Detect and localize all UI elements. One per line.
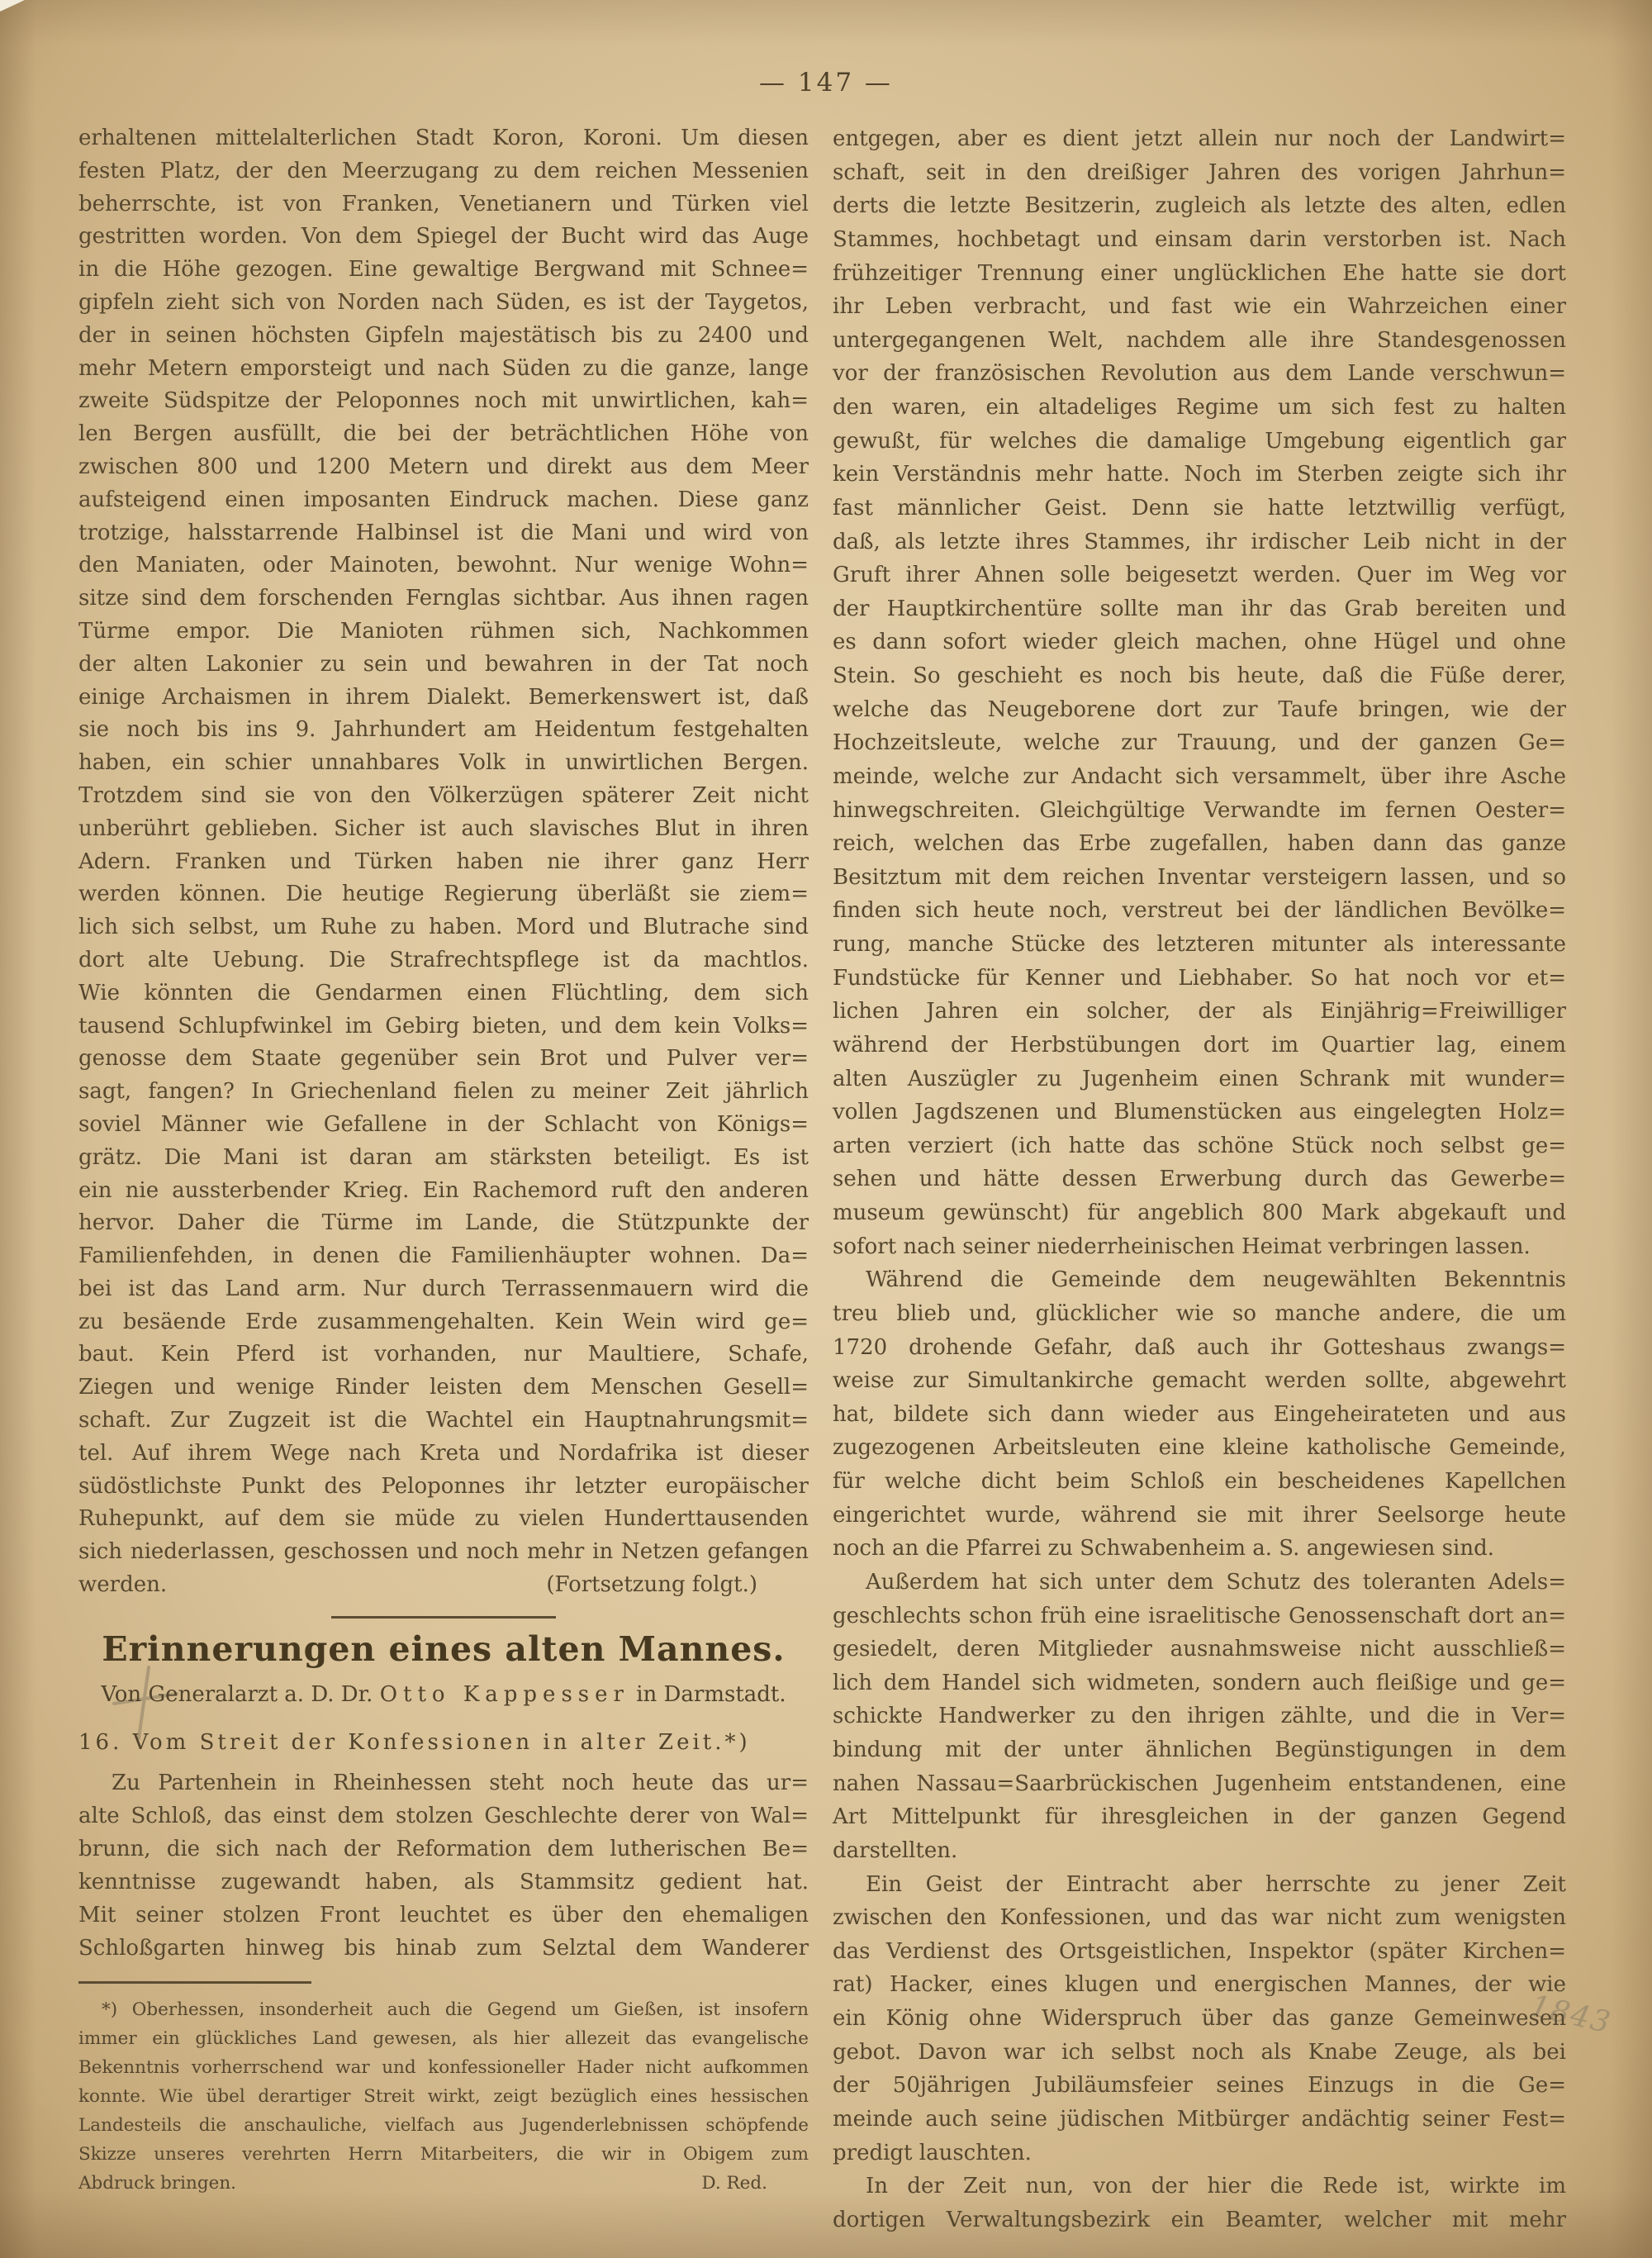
text-line: brunn, die sich nach der Reformation dem lutherischen Be= [78, 1836, 809, 1861]
text-line: rung, manche Stücke des letzteren mitunter als interessante [833, 932, 1566, 957]
text-line: gipfeln zieht sich von Norden nach Süden, es ist der Taygetos, [78, 289, 809, 315]
text-line: dort alte Uebung. Die Strafrechtspflege ist da machtlos. [78, 947, 809, 972]
text-line: Bekenntnis vorherrschend war und konfessioneller Hader nicht aufkommen [78, 2056, 809, 2078]
text-line: vollen Jagdszenen und Blumenstücken aus eingelegten Holz= [833, 1100, 1566, 1125]
text-line: bindung mit der unter ähnlichen Begünstigungen in dem [833, 1737, 1566, 1762]
text-line: darstellten. [833, 1837, 958, 1863]
text-line: *) Oberhessen, insonderheit auch die Gegend um Gießen, ist insofern [102, 1999, 809, 2020]
right-column [833, 122, 1566, 2237]
text-line: dortigen Verwaltungsbezirk ein Beamter, welcher mit mehr [833, 2207, 1566, 2232]
text-line: Besitztum mit dem reichen Inventar versteigern lassen, und so [833, 864, 1566, 890]
text-line: hinwegschreiten. Gleichgültige Verwandte im fernen Oester= [833, 797, 1566, 823]
text-line: in die Höhe gezogen. Eine gewaltige Bergwand mit Schnee= [78, 257, 809, 283]
text-line: der in seinen höchsten Gipfeln majestätisch bis zu 2400 und [78, 322, 809, 348]
byline-suffix: in Darmstadt. [629, 1681, 786, 1707]
author-name: Otto Kappesser [379, 1681, 629, 1707]
text-line: Mit seiner stolzen Front leuchtet es über den ehemaligen [78, 1902, 809, 1928]
text-line: daß, als letzte ihres Stammes, ihr irdischer Leib nicht in der [833, 529, 1566, 554]
text-line: museum gewünscht) für angeblich 800 Mark abgekauft und [833, 1200, 1566, 1225]
scan-corner-artifact [0, 0, 25, 12]
text-line: lichen Jahren ein solcher, der als Einjährig=Freiwilliger [833, 999, 1566, 1024]
text-line: sagt, fangen? In Griechenland fielen zu meiner Zeit jährlich [78, 1079, 809, 1105]
footnote [78, 1995, 809, 2198]
section-divider-rule [331, 1616, 556, 1619]
text-line: untergegangenen Welt, nachdem alle ihre Standesgenossen [833, 327, 1566, 353]
text-line: zu besäende Erde zusammengehalten. Kein Wein wird ge= [78, 1309, 809, 1334]
text-line: Türme empor. Die Manioten rühmen sich, Nachkommen [78, 618, 809, 644]
text-line: Zu Partenhein in Rheinhessen steht noch heute das ur= [112, 1770, 809, 1795]
text-line: In der Zeit nun, von der hier die Rede ist, wirkte im [866, 2174, 1566, 2199]
text-line: entgegen, aber es dient jetzt allein nur noch der Landwirt= [833, 126, 1566, 151]
text-line: zweite Südspitze der Peloponnes noch mit unwirtlichen, kah= [78, 388, 809, 414]
text-line: treu blieb und, glücklicher wie so manche andere, die um [833, 1300, 1566, 1326]
byline-prefix: Von Generalarzt a. D. Dr. [101, 1681, 380, 1707]
text-line: gewußt, für welches die damalige Umgebung eigentlich gar [833, 428, 1566, 454]
text-line: noch an die Pfarrei zu Schwabenheim a. S. angewiesen sind. [833, 1536, 1494, 1562]
text-line: reich, welchen das Erbe zugefallen, haben dann das ganze [833, 831, 1566, 857]
right-column-lines [833, 122, 1566, 2237]
text-line: der alten Lakonier zu sein und bewahren in der Tat noch [78, 651, 809, 677]
text-line: Art Mittelpunkt für ihresgleichen in der ganzen Gegend [833, 1804, 1566, 1830]
text-line: der 50jährigen Jubiläumsfeier seines Einzugs in die Ge= [833, 2073, 1566, 2099]
text-line: hervor. Daher die Türme im Lande, die Stützpunkte der [78, 1210, 809, 1236]
text-line: schaft, seit in den dreißiger Jahren des vorigen Jahrhun= [833, 159, 1566, 185]
text-line: Hochzeitsleute, welche zur Trauung, und der ganzen Ge= [833, 730, 1566, 756]
text-line: ihr Leben verbracht, und fast wie ein Wahrzeichen einer [833, 294, 1566, 320]
text-line: kenntnisse zugewandt haben, als Stammsitz gedient hat. [78, 1869, 809, 1894]
text-line: frühzeitiger Trennung einer unglücklichen Ehe hatte sie dort [833, 260, 1566, 286]
footnote-last-line [78, 2169, 809, 2198]
text-line: ein nie aussterbender Krieg. Ein Rachemord ruft den anderen [78, 1177, 809, 1203]
margin-note-1843: 1843 [1526, 1989, 1615, 2041]
text-line: unberührt geblieben. Sicher ist auch slavisches Blut in ihren [78, 815, 809, 841]
text-line: weise zur Simultankirche gemacht werden sollte, abgewehrt [833, 1368, 1566, 1394]
text-line: lich sich selbst, um Ruhe zu haben. Mord und Blutrache sind [78, 915, 809, 940]
text-line: der Hauptkirchentüre sollte man ihr das Grab bereiten und [833, 596, 1566, 621]
text-line: meinde auch seine jüdischen Mitbürger andächtig seiner Fest= [833, 2106, 1566, 2132]
page-number: — 147 — [759, 68, 893, 97]
text-line: Gruft ihrer Ahnen solle beigesetzt werden. Quer im Weg vor [833, 563, 1566, 588]
text-line: Fundstücke für Kenner und Liebhaber. So hat noch vor et= [833, 965, 1566, 991]
text-line: Stammes, hochbetagt und einsam darin verstorben ist. Nach [833, 226, 1566, 252]
text-line: südöstlichste Punkt des Peloponnes ihr letzter europäischer [78, 1473, 809, 1499]
text-line: finden sich heute noch, verstreut bei der ländlichen Bevölke= [833, 898, 1566, 924]
byline [78, 1680, 809, 1709]
text-line: beherrschte, ist von Franken, Venetianern und Türken viel [78, 191, 809, 216]
text-line: zwischen den Konfessionen, und das war nicht zum wenigsten [833, 1905, 1566, 1931]
text-line: len Bergen ausfüllt, die bei der beträchtlichen Höhe von [78, 421, 809, 447]
text-line: Stein. So geschieht es noch bis heute, daß die Füße derer, [833, 663, 1566, 688]
text-line: gestritten worden. Von dem Spiegel der Bucht wird das Auge [78, 224, 809, 250]
footnote-lines [78, 1995, 809, 2169]
text-line: zugezogenen Arbeitsleuten eine kleine katholische Gemeinde, [833, 1435, 1566, 1461]
text-line: ein König ohne Widerspruch über das ganze Gemeinwesen [833, 2006, 1566, 2031]
text-line: Schloßgarten hinweg bis hinab zum Selztal dem Wanderer [78, 1935, 809, 1961]
text-line: kein Verständnis mehr hatte. Noch im Sterben zeigte sich ihr [833, 462, 1566, 487]
article-lines [78, 122, 809, 1569]
text-line: rat) Hacker, eines klugen und energischen Mannes, der wie [833, 1972, 1566, 1998]
text-line: erhaltenen mittelalterlichen Stadt Koron, Koroni. Um diesen [78, 126, 809, 150]
text-line: baut. Kein Pferd ist vorhanden, nur Maultiere, Schafe, [78, 1342, 809, 1367]
text-line: konnte. Wie übel derartiger Streit wirkt, zeigt bezüglich eines hessischen [78, 2085, 809, 2107]
text-line: mehr Metern emporsteigt und nach Süden zu die ganze, lange [78, 355, 809, 381]
footnote-rule [78, 1981, 311, 1984]
text-line: eingerichtet wurde, während sie mit ihrer Seelsorge heute [833, 1502, 1566, 1528]
text-line: derts die letzte Besitzerin, zugleich als letzte des alten, edlen [833, 193, 1566, 219]
text-line: sofort nach seiner niederrheinischen Heimat verbringen lassen. [833, 1234, 1531, 1259]
text-line: festen Platz, der den Meerzugang zu dem reichen Messenien [78, 158, 809, 183]
intro-lines [78, 1766, 809, 1965]
text-line: gesiedelt, deren Mitglieder ausnahmsweise nicht ausschließ= [833, 1637, 1566, 1662]
text-line: Skizze unseres verehrten Herrn Mitarbeiters, die wir in Obigem zum [78, 2143, 809, 2165]
footnote-signature: D. Red. [701, 2172, 767, 2194]
text-line: schickte Handwerker zu den ihrigen zählte, und die in Ver= [833, 1704, 1566, 1729]
text-line: für welche dicht beim Schloß ein bescheidenes Kapellchen [833, 1469, 1566, 1494]
text-line: soviel Männer wie Gefallene in der Schlacht von Königs= [78, 1111, 809, 1137]
article-last-words: werden. [78, 1572, 168, 1598]
text-line: Ein Geist der Eintracht aber herrschte zu jener Zeit [866, 1871, 1566, 1897]
text-line: geschlechts schon früh eine israelitische Genossenschaft dort an= [833, 1603, 1566, 1628]
text-line: trotzige, halsstarrende Halbinsel ist die Mani und wird von [78, 520, 809, 545]
text-line: sie noch bis ins 9. Jahrhundert am Heidentum festgehalten [78, 717, 809, 743]
text-line: während der Herbstübungen dort im Quartier lag, einem [833, 1032, 1566, 1058]
text-line: Familienfehden, in denen die Familienhäupter wohnen. Da= [78, 1243, 809, 1269]
text-line: Ziegen und wenige Rinder leisten dem Menschen Gesell= [78, 1375, 809, 1400]
article-closing-line [78, 1569, 809, 1602]
text-line: immer ein glückliches Land gewesen, als hier allezeit das evangelische [78, 2027, 809, 2049]
text-line: Außerdem hat sich unter dem Schutz des toleranten Adels= [866, 1569, 1566, 1595]
intro-paragraph [78, 1766, 809, 1965]
text-line: gebot. Davon war ich selbst noch als Knabe Zeuge, als bei [833, 2039, 1566, 2065]
text-line: tausend Schlupfwinkel im Gebirg bieten, und dem kein Volks= [78, 1013, 809, 1039]
text-line: welche das Neugeborene dort zur Taufe bringen, wie der [833, 696, 1566, 722]
text-line: schaft. Zur Zugzeit ist die Wachtel ein Hauptnahrungsmit= [78, 1408, 809, 1433]
text-line: das Verdienst des Ortsgeistlichen, Inspektor (später Kirchen= [833, 1938, 1566, 1964]
continuation-notice: (Fortsetzung folgt.) [546, 1572, 757, 1598]
text-line: Landesteils die anschauliche, vielfach aus Jugenderlebnissen schöpfende [78, 2114, 809, 2136]
text-line: Während die Gemeinde dem neugewählten Bekenntnis [866, 1267, 1566, 1293]
text-line: nahen Nassau=Saarbrückischen Jugenheim entstandenen, eine [833, 1771, 1566, 1796]
article-title: Erinnerungen eines alten Mannes. [102, 1628, 786, 1669]
text-line: Wie könnten die Gendarmen einen Flüchtling, dem sich [78, 980, 809, 1005]
text-line: bei ist das Land arm. Nur durch Terrassenmauern wird die [78, 1276, 809, 1301]
text-line: haben, ein schier unnahbares Volk in unwirtlichen Bergen. [78, 750, 809, 776]
text-line: sitze sind dem forschenden Fernglas sichtbar. Aus ihnen ragen [78, 586, 809, 611]
text-line: Ruhepunkt, auf dem sie müde zu vielen Hunderttausenden [78, 1506, 809, 1532]
footnote-last-words: Abdruck bringen. [78, 2172, 237, 2194]
text-line: zwischen 800 und 1200 Metern und direkt aus dem Meer [78, 454, 809, 479]
text-line: fast männlicher Geist. Denn sie hatte letztwillig verfügt, [833, 495, 1566, 521]
text-line: sich niederlassen, geschossen und noch mehr in Netzen gefangen [78, 1539, 809, 1565]
text-line: lich dem Handel sich widmeten, sondern auch fleißige und ge= [833, 1670, 1566, 1695]
left-column [78, 122, 809, 2198]
text-line: grätz. Die Mani ist daran am stärksten beteiligt. Es ist [78, 1144, 809, 1170]
article-continuation-mani [78, 122, 809, 1602]
text-line: Adern. Franken und Türken haben nie ihrer ganz Herr [78, 849, 809, 874]
text-line: hat, bildete sich dann wieder aus Eingeheirateten und aus [833, 1401, 1566, 1427]
text-line: vor der französischen Revolution aus dem Lande verschwun= [833, 361, 1566, 387]
text-line: alten Auszügler zu Jugenheim einen Schrank mit wunder= [833, 1066, 1566, 1091]
text-line: Trotzdem sind sie von den Völkerzügen späterer Zeit nicht [78, 782, 809, 808]
text-line: sehen und hätte dessen Erwerbung durch das Gewerbe= [833, 1167, 1566, 1192]
text-line: den waren, ein altadeliges Regime um sich fest zu halten [833, 395, 1566, 420]
text-line: alte Schloß, das einst dem stolzen Geschlechte derer von Wal= [78, 1803, 809, 1828]
text-line: meinde, welche zur Andacht sich versammelt, über ihre Asche [833, 763, 1566, 789]
text-line: arten verziert (ich hatte das schöne Stück noch selbst ge= [833, 1133, 1566, 1158]
text-line: predigt lauschten. [833, 2140, 1032, 2165]
text-line: 1720 drohende Gefahr, daß auch ihr Gotteshaus zwangs= [833, 1334, 1566, 1360]
chapter-heading: 16. Vom Streit der Konfessionen in alter Zeit.*) [78, 1729, 751, 1755]
text-line: tel. Auf ihrem Wege nach Kreta und Nordafrika ist dieser [78, 1440, 809, 1466]
text-line: einige Archaismen in ihrem Dialekt. Bemerkenswert ist, daß [78, 684, 809, 710]
text-line: werden können. Die heutige Regierung überläßt sie ziem= [78, 882, 809, 907]
text-line: den Maniaten, oder Mainoten, bewohnt. Nur wenige Wohn= [78, 553, 809, 578]
text-line: es dann sofort wieder gleich machen, ohne Hügel und ohne [833, 630, 1566, 655]
text-line: aufsteigend einen imposanten Eindruck machen. Diese ganz [78, 487, 809, 512]
text-line: genosse dem Staate gegenüber sein Brot und Pulver ver= [78, 1046, 809, 1072]
